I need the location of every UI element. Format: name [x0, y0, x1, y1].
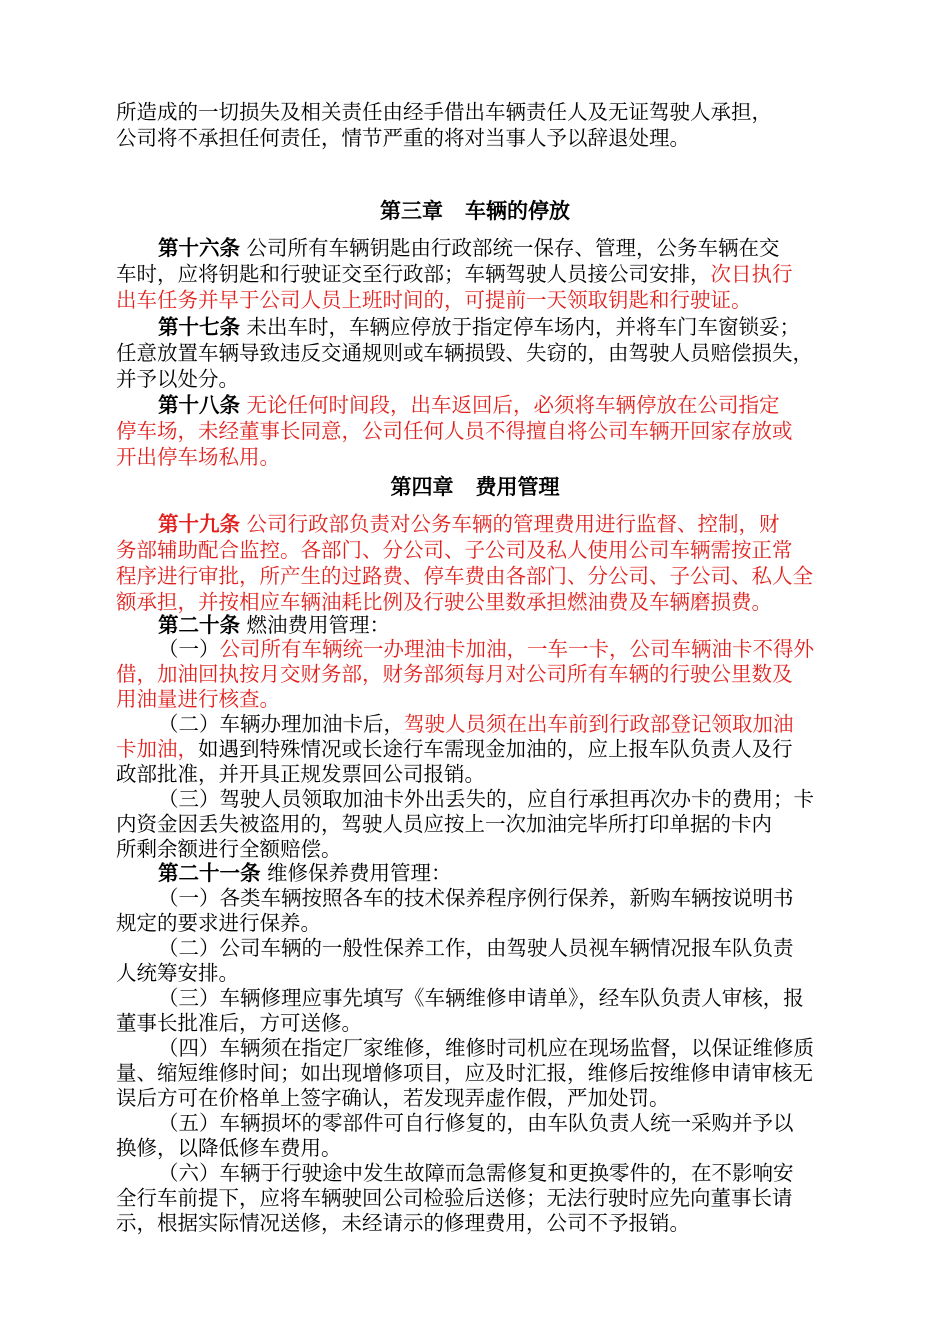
article-17-line-2: 任意放置车辆导致违反交通规则或车辆损毁、失窃的，由驾驶人员赔偿损失， [116, 341, 813, 365]
article-21-line-1 [158, 861, 846, 886]
chapter-3-title: 车辆的停放 [465, 199, 570, 223]
article-17-line-3: 并予以处分。 [116, 367, 239, 391]
chapter-4-number: 第四章 [390, 475, 454, 499]
article-21-item-5-line-2: 换修，以降低修车费用。 [116, 1136, 342, 1160]
article-21-title: 维修保养费用管理： [267, 861, 452, 885]
article-21-label: 第二十一条 [158, 861, 261, 885]
article-20-item-1-text-1: 公司所有车辆统一办理油卡加油，一车一卡，公司车辆油卡不得外 [219, 637, 814, 661]
article-21-item-4-line-2: 量、缩短维修时间；如出现增修项目，应及时汇报，维修后按维修申请审核无 [116, 1061, 813, 1085]
article-16-line-1 [158, 236, 846, 261]
article-16-text-2b: 次日执行 [710, 262, 793, 286]
article-21-item-1-line-2: 规定的要求进行保养。 [116, 911, 321, 935]
article-21-item-2-line-2: 人统筹安排。 [116, 961, 239, 985]
article-20-item-3-line-2: 内资金因丢失被盗用的，驾驶人员应按上一次加油完毕所打印单据的卡内 [116, 812, 772, 836]
article-17-label: 第十七条 [158, 315, 240, 339]
intro-line-1: 所造成的一切损失及相关责任由经手借出车辆责任人及无证驾驶人承担， [116, 100, 772, 124]
article-18-line-1 [158, 393, 846, 418]
article-20-item-2-line-3: 政部批准，并开具正规发票回公司报销。 [116, 762, 485, 786]
article-18-line-3: 开出停车场私用。 [116, 445, 280, 469]
article-16-line-3: 出车任务并早于公司人员上班时间的，可提前一天领取钥匙和行驶证。 [116, 288, 752, 312]
article-20-item-3-line-1: （三）驾驶人员领取加油卡外出丢失的，应自行承担再次办卡的费用；卡 [158, 787, 814, 811]
article-21-item-5-line-1: （五）车辆损坏的零部件可自行修复的，由车队负责人统一采购并予以 [158, 1111, 794, 1135]
article-21-item-3-line-2: 董事长批准后，方可送修。 [116, 1011, 362, 1035]
chapter-3-heading [0, 198, 950, 224]
article-21-item-6-line-1: （六）车辆于行驶途中发生故障而急需修复和更换零件的，在不影响安 [158, 1161, 794, 1185]
article-17-text-1: 未出车时，车辆应停放于指定停车场内，并将车门车窗锁妥； [246, 315, 801, 339]
article-16-text-2a: 车时，应将钥匙和行驶证交至行政部；车辆驾驶人员接公司安排， [116, 262, 711, 286]
article-18-line-2: 停车场，未经董事长同意，公司任何人员不得擅自将公司车辆开回家存放或 [116, 419, 793, 443]
article-21-item-6-line-2: 全行车前提下，应将车辆驶回公司检验后送修；无法行驶时应先向董事长请 [116, 1186, 793, 1210]
article-20-item-1-line-3: 用油量进行核查。 [116, 687, 280, 711]
article-20-item-2-line-1 [158, 712, 846, 737]
article-20-item-2-text-d: 如遇到特殊情况或长途行车需现金加油的，应上报车队负责人及行 [198, 737, 793, 761]
article-20-item-2-text-a: （二）车辆办理加油卡后， [158, 712, 404, 736]
article-18-label: 第十八条 [158, 393, 240, 417]
article-20-item-2-text-c: 卡加油， [116, 737, 198, 761]
article-18-text-1: 无论任何时间段，出车返回后，必须将车辆停放在公司指定 [246, 393, 780, 417]
article-19-line-1 [158, 512, 846, 537]
article-16-label: 第十六条 [158, 236, 240, 260]
article-20-item-1-line-1 [158, 637, 846, 662]
article-20-item-2-line-2 [116, 737, 846, 762]
article-19-line-3: 程序进行审批，所产生的过路费、停车费由各部门、分公司、子公司、私人全 [116, 564, 813, 588]
article-19-text-1: 公司行政部负责对公务车辆的管理费用进行监督、控制，财 [246, 512, 780, 536]
article-17-line-1 [158, 315, 846, 340]
article-21-item-4-line-3: 误后方可在价格单上签字确认，若发现弄虚作假，严加处罚。 [116, 1086, 670, 1110]
article-21-item-1-line-1: （一）各类车辆按照各车的技术保养程序例行保养，新购车辆按说明书 [158, 886, 794, 910]
article-20-title: 燃油费用管理： [246, 613, 391, 637]
article-21-item-2-line-1: （二）公司车辆的一般性保养工作，由驾驶人员视车辆情况报车队负责 [158, 936, 794, 960]
article-19-label: 第十九条 [158, 512, 240, 536]
article-20-item-1-line-2: 借，加油回执按月交财务部，财务部须每月对公司所有车辆的行驶公里数及 [116, 662, 793, 686]
article-20-item-2-text-b: 驾驶人员须在出车前到行政部登记领取加油 [404, 712, 794, 736]
article-21-item-6-line-3: 示，根据实际情况送修，未经请示的修理费用，公司不予报销。 [116, 1211, 690, 1235]
article-16-text-1: 公司所有车辆钥匙由行政部统一保存、管理，公务车辆在交 [246, 236, 780, 260]
article-20-label: 第二十条 [158, 613, 240, 637]
article-20-item-1-prefix: （一） [158, 637, 220, 661]
chapter-4-heading [0, 474, 950, 500]
article-21-item-4-line-1: （四）车辆须在指定厂家维修，维修时司机应在现场监督，以保证维修质 [158, 1036, 814, 1060]
article-20-item-3-line-3: 所剩余额进行全额赔偿。 [116, 837, 342, 861]
article-20-line-1 [158, 613, 846, 638]
article-19-line-4: 额承担，并按相应车辆油耗比例及行驶公里数承担燃油费及车辆磨损费。 [116, 590, 772, 614]
intro-line-2: 公司将不承担任何责任，情节严重的将对当事人予以辞退处理。 [116, 126, 690, 150]
article-19-line-2: 务部辅助配合监控。各部门、分公司、子公司及私人使用公司车辆需按正常 [116, 538, 793, 562]
chapter-4-title: 费用管理 [475, 475, 560, 499]
chapter-3-number: 第三章 [380, 199, 443, 223]
article-16-line-2 [116, 262, 846, 287]
article-21-item-3-line-1: （三）车辆修理应事先填写《车辆维修申请单》，经车队负责人审核，报 [158, 986, 804, 1010]
